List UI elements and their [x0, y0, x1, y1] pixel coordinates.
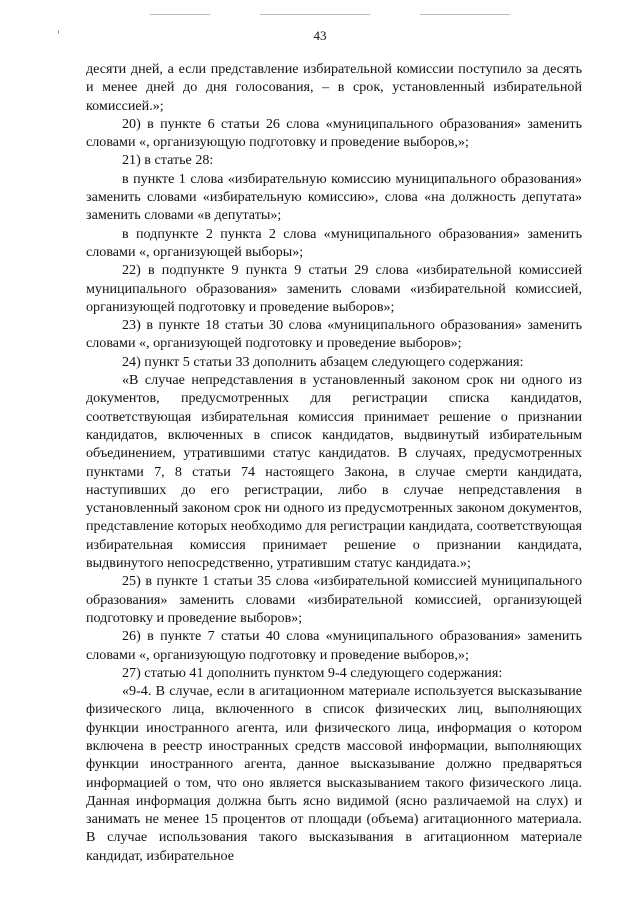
document-body [86, 60, 582, 865]
paragraph: «9-4. В случае, если в агитационном материале используется высказывание физического лица, включенного в список физических лиц, выполняющих функции иностранного агента, или физического лица, информация о котором включена в реестр иностранных средств массовой информации, выполняющих функции иностранного агента, данное высказывание должно предваряться информацией о том, что оно является высказыванием такого физического лица. Данная информация должна быть ясно видимой (ясно различаемой на слух) и занимать не менее 15 процентов от площади (объема) агитационного материала. В случае использования такого высказывания в агитационном материале кандидат, избирательное [86, 683, 582, 864]
paragraph: 26) в пункте 7 статьи 40 слова «муниципального образования» заменить словами «, организующую подготовку и проведение выборов,»; [86, 628, 582, 663]
paragraph: «В случае непредставления в установленный законом срок ни одного из документов, предусмотренных для регистрации списка кандидатов, соответствующая избирательная комиссия принимает решение о признании кандидатов, включенных в список кандидатов, выдвинутый избирательным объединением, утратившими статус кандидатов. В случаях, предусмотренных пунктами 7, 8 статьи 74 настоящего Закона, в случае смерти кандидата, наступивших до его регистрации, либо в случае непредставления в установленный законом срок ни одного из предусмотренных законом документов, представление которых необходимо для регистрации кандидата, соответствующая избирательная комиссия принимает решение о признании кандидата, выдвинутого непосредственно, утратившим статус кандидата.»; [86, 372, 582, 572]
scan-artifact-line [260, 14, 370, 15]
scan-artifact-line [150, 14, 210, 15]
paragraph: 20) в пункте 6 статьи 26 слова «муниципального образования» заменить словами «, организующую подготовку и проведение выборов,»; [86, 115, 582, 151]
paragraph: 22) в подпункте 9 пункта 9 статьи 29 слова «избирательной комиссией муниципального образования» заменить словами «избирательной комиссией, организующей подготовку и проведение выборов»; [86, 262, 582, 315]
paragraph: 24) пункт 5 статьи 33 дополнить абзацем следующего содержания: [122, 353, 524, 370]
scan-artifact-line [420, 14, 510, 15]
paragraph: 27) статью 41 дополнить пунктом 9-4 следующего содержания: [122, 664, 503, 681]
paragraph: 25) в пункте 1 статьи 35 слова «избирательной комиссией муниципального образования» заменить словами «избирательной комиссией, организующей подготовку и проведение выборов»; [86, 573, 582, 626]
paragraph: десяти дней, а если представление избирательной комиссии поступило за десять и менее дней до дня голосования, – в срок, установленный избирательной комиссией.»; [86, 61, 582, 114]
paragraph: в подпункте 2 пункта 2 слова «муниципального образования» заменить словами «, организующей выборы»; [86, 225, 582, 260]
paragraph: в пункте 1 слова «избирательную комиссию муниципального образования» заменить словами «избирательную комиссию», слова «на должность депутата» заменить словами «в депутаты»; [86, 170, 582, 224]
paragraph: 23) в пункте 18 статьи 30 слова «муниципального образования» заменить словами «, организующей подготовку и проведение выборов»; [86, 317, 582, 352]
paragraph: 21) в статье 28: [122, 152, 214, 169]
page-number: 43 [313, 28, 327, 43]
